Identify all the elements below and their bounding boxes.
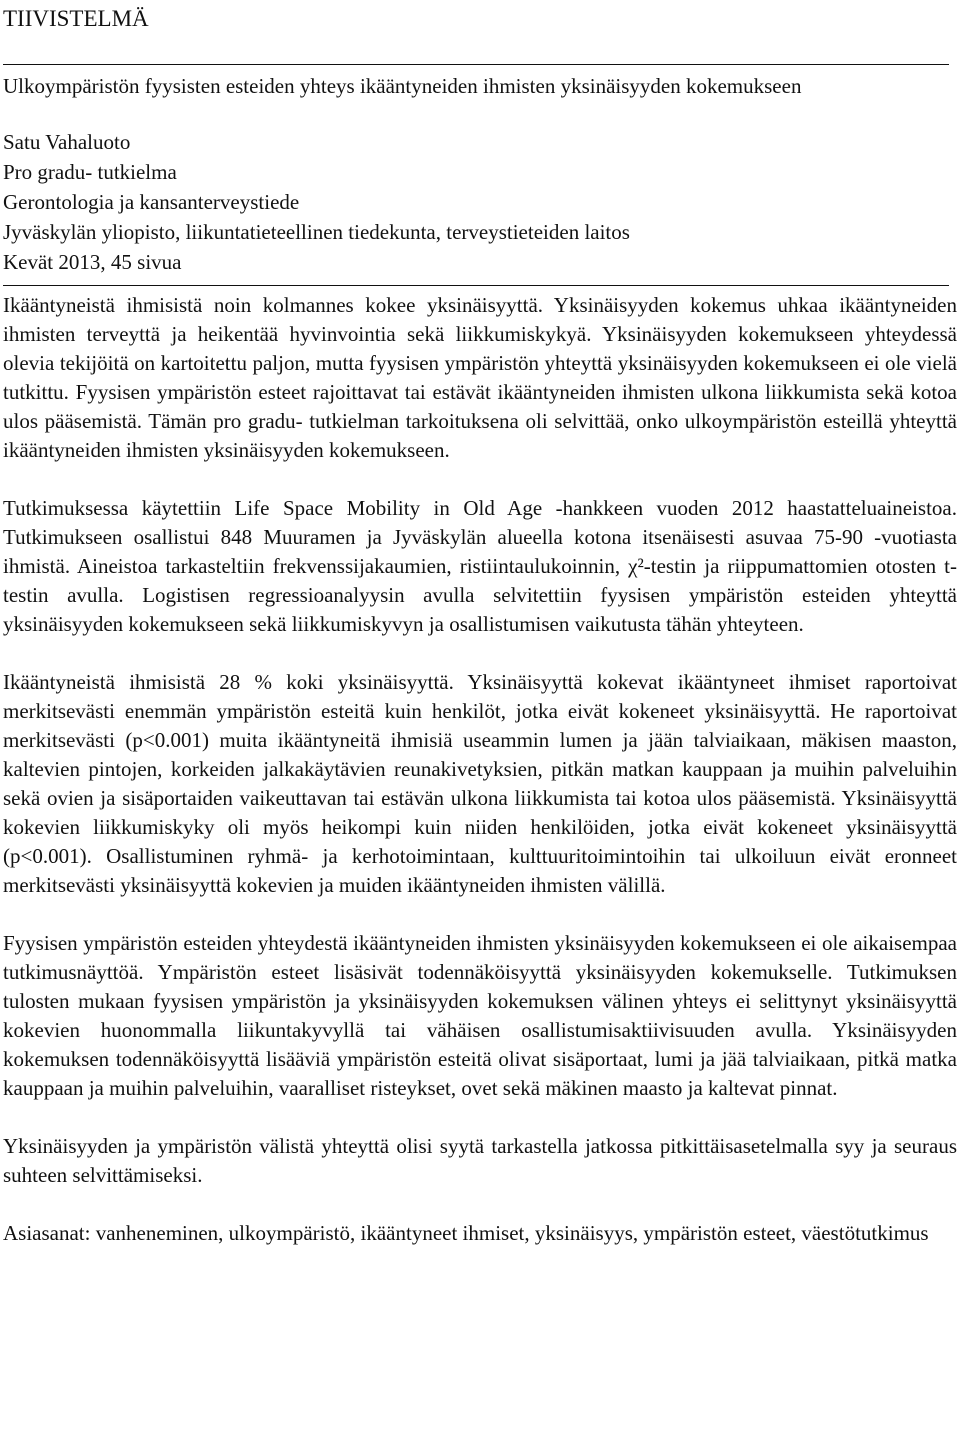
author-name: Satu Vahaluoto [3, 130, 131, 154]
abstract-paragraph-results: Ikääntyneistä ihmisistä 28 % koki yksinäisyyttä. Yksinäisyyttä kokevat ikääntyneet ihmiset raportoivat merkitsevästi enemmän ympäristön esteitä kuin henkilöt, jotka eivät kokeneet yksinäisyyttä. He raportoivat merkitsevästi (p<0.001) muita ikääntyneitä ihmisiä useammin lumen ja jään talviaikaan, mäkisen maaston, kaltevien pintojen, korkeiden jalkakäytävien reunakivetyksien, pitkän matkan kauppaan ja muihin palveluihin sekä ovien ja sisäportaiden vaikeuttavan tai estävän ulkona liikkumista tai kotoa ulos pääsemistä. Yksinäisyyttä kokevien liikkumiskyky oli myös heikompi kuin niiden henkilöiden, jotka eivät kokeneet yksinäisyyttä (p<0.001). Osallistuminen ryhmä- ja kerhotoimintaan, kulttuuritoimintoihin tai ulkoiluun eivät eronneet merkitsevästi yksinäisyyttä kokevien ja muiden ikääntyneiden ihmisten välillä. [3, 670, 957, 897]
top-divider [3, 64, 949, 65]
thesis-title: Ulkoympäristön fyysisten esteiden yhteys ikääntyneiden ihmisten yksinäisyyden kokemukseen [3, 74, 802, 98]
abstract-paragraph-methods: Tutkimuksessa käytettiin Life Space Mobility in Old Age -hankkeen vuoden 2012 haastatteluaineistoa. Tutkimukseen osallistui 848 Muuramen ja Jyväskylän alueella kotona itsenäisesti asuvaa 75-90 -vuotiasta ihmistä. Aineistoa tarkasteltiin frekvenssijakaumien, ristiintaulukoinnin, χ²-testin ja riippumattomien otosten t-testin avulla. Logistisen regressioanalyysin avulla selvitettiin fyysisen ympäristön esteiden yhteyttä yksinäisyyden kokemukseen sekä liikkumiskyvyn ja osallistumisen vaikutusta tähän yhteyteen. [3, 496, 957, 636]
abstract-heading: TIIVISTELMÄ [3, 6, 149, 31]
abstract-paragraph-background: Ikääntyneistä ihmisistä noin kolmannes kokee yksinäisyyttä. Yksinäisyyden kokemus uhkaa ikääntyneiden ihmisten terveyttä ja heikentää hyvinvointia sekä liikkumiskykyä. Yksinäisyyden kokemukseen yhteydessä olevia tekijöitä on kartoitettu paljon, mutta fyysisen ympäristön yhteyttä yksinäisyyden kokemukseen ei ole vielä tutkittu. Fyysisen ympäristön esteet rajoittavat tai estävät ikääntyneiden ihmisten ulkona liikkumista sekä kotoa ulos pääsemistä. Tämän pro gradu- tutkielman tarkoituksena oli selvittää, onko ulkoympäristön esteillä yhteyttä ikääntyneiden ihmisten yksinäisyyden kokemukseen. [3, 293, 957, 462]
subject-field: Gerontologia ja kansanterveystiede [3, 190, 300, 214]
abstract-page [3, 0, 957, 1248]
date-and-pages: Kevät 2013, 45 sivua [3, 250, 182, 274]
abstract-paragraph-discussion: Fyysisen ympäristön esteiden yhteydestä ikääntyneiden ihmisten yksinäisyyden kokemukseen ei ole aikaisempaa tutkimusnäyttöä. Ympäristön esteet lisäsivät todennäköisyyttä yksinäisyyden kokemukselle. Tutkimuksen tulosten mukaan fyysisen ympäristön ja yksinäisyyden kokemuksen välinen yhteys ei selittynyt yksinäisyyttä kokevien huonommalla liikuntakyvyllä tai vähäisen osallistumisaktiivisuuden avulla. Yksinäisyyden kokemuksen todennäköisyyttä lisääviä ympäristön esteitä olivat sisäportaat, lumi ja jää talviaikaan, pitkä matka kauppaan ja muihin palveluihin, vaaralliset risteykset, ovet sekä mäkinen maasto ja kaltevat pinnat. [3, 931, 957, 1100]
thesis-metadata [3, 127, 957, 277]
thesis-type: Pro gradu- tutkielma [3, 160, 177, 184]
middle-divider [3, 285, 949, 286]
abstract-paragraph-conclusion: Yksinäisyyden ja ympäristön välistä yhteyttä olisi syytä tarkastella jatkossa pitkittäisasetelmalla syy ja seuraus suhteen selvittämiseksi. [3, 1134, 957, 1187]
university-faculty: Jyväskylän yliopisto, liikuntatieteellinen tiedekunta, terveystieteiden laitos [3, 220, 630, 244]
keywords: Asiasanat: vanheneminen, ulkoympäristö, ikääntyneet ihmiset, yksinäisyys, ympäristön esteet, väestötutkimus [3, 1221, 929, 1245]
